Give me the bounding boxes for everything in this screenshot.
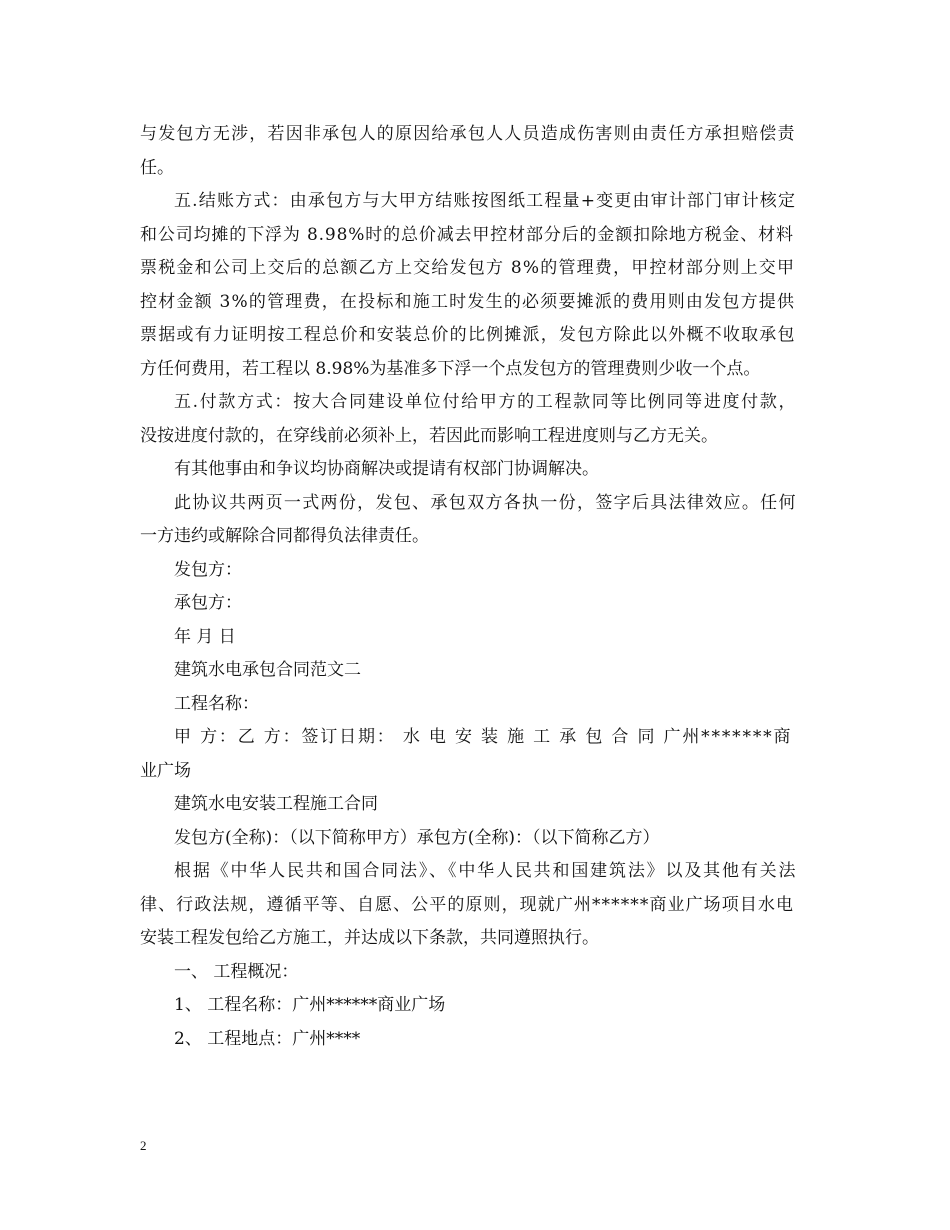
text-line: 一、 工程概况： [174, 961, 299, 982]
text-line: 1、 工程名称：广州******商业广场 [174, 995, 446, 1015]
text-line: 五.结账方式：由承包方与大甲方结账按图纸工程量+变更由审计部门审计核定 [174, 191, 797, 211]
text-line: 票税金和公司上交后的总额乙方上交给发包方 8%的管理费，甲控材部分则上交甲 [140, 258, 796, 278]
document-body [140, 118, 812, 1056]
text-line: 方任何费用，若工程以 8.98%为基准多下浮一个点发包方的管理费则少收一个点。 [140, 358, 761, 379]
text-line: 年 月 日 [174, 626, 236, 647]
text-line: 甲 方：乙 方：签订日期： 水 电 安 装 施 工 承 包 合 同 广州*******商 [174, 727, 793, 747]
text-line: 承包方： [174, 593, 242, 613]
text-line: 控材金额 3%的管理费，在投标和施工时发生的必须要摊派的费用则由发包方提供 [140, 291, 796, 312]
text-line: 工程名称： [174, 693, 259, 714]
text-line: 律、行政法规，遵循平等、自愿、公平的原则，现就广州******商业广场项目水电 [140, 894, 795, 915]
text-line: 建筑水电安装工程施工合同 [174, 794, 378, 814]
text-line: 任。 [140, 157, 174, 178]
text-line: 五.付款方式：按大合同建设单位付给甲方的工程款同等比例同等进度付款， [174, 392, 798, 412]
text-line: 有其他事由和争议均协商解决或提请有权部门协调解决。 [174, 459, 599, 479]
text-line: 与发包方无涉，若因非承包人的原因给承包人人员造成伤害则由责任方承担赔偿责 [140, 124, 796, 144]
text-line: 发包方(全称)：（以下简称甲方）承包方(全称)：（以下简称乙方） [174, 827, 660, 848]
text-line: 2、 工程地点：广州**** [174, 1028, 361, 1049]
text-line: 根据《中华人民共和国合同法》、《中华人民共和国建筑法》以及其他有关法 [174, 861, 798, 881]
text-line: 没按进度付款的，在穿线前必须补上，若因此而影响工程进度则与乙方无关。 [140, 425, 718, 446]
text-line: 和公司均摊的下浮为 8.98%时的总价减去甲控材部分后的金额扣除地方税金、材料 [140, 224, 794, 245]
text-line: 发包方： [174, 559, 242, 580]
text-line: 此协议共两页一式两份，发包、承包双方各执一份，签字后具法律效应。任何 [174, 492, 797, 513]
text-line: 业广场 [140, 760, 191, 781]
text-line: 安装工程发包给乙方施工，并达成以下条款，共同遵照执行。 [140, 928, 599, 948]
text-line: 建筑水电承包合同范文二 [174, 660, 361, 680]
text-line: 票据或有力证明按工程总价和安装总价的比例摊派，发包方除此以外概不收取承包 [140, 325, 796, 345]
text-line: 一方违约或解除合同都得负法律责任。 [140, 526, 429, 546]
page-number: 2 [140, 1138, 147, 1153]
